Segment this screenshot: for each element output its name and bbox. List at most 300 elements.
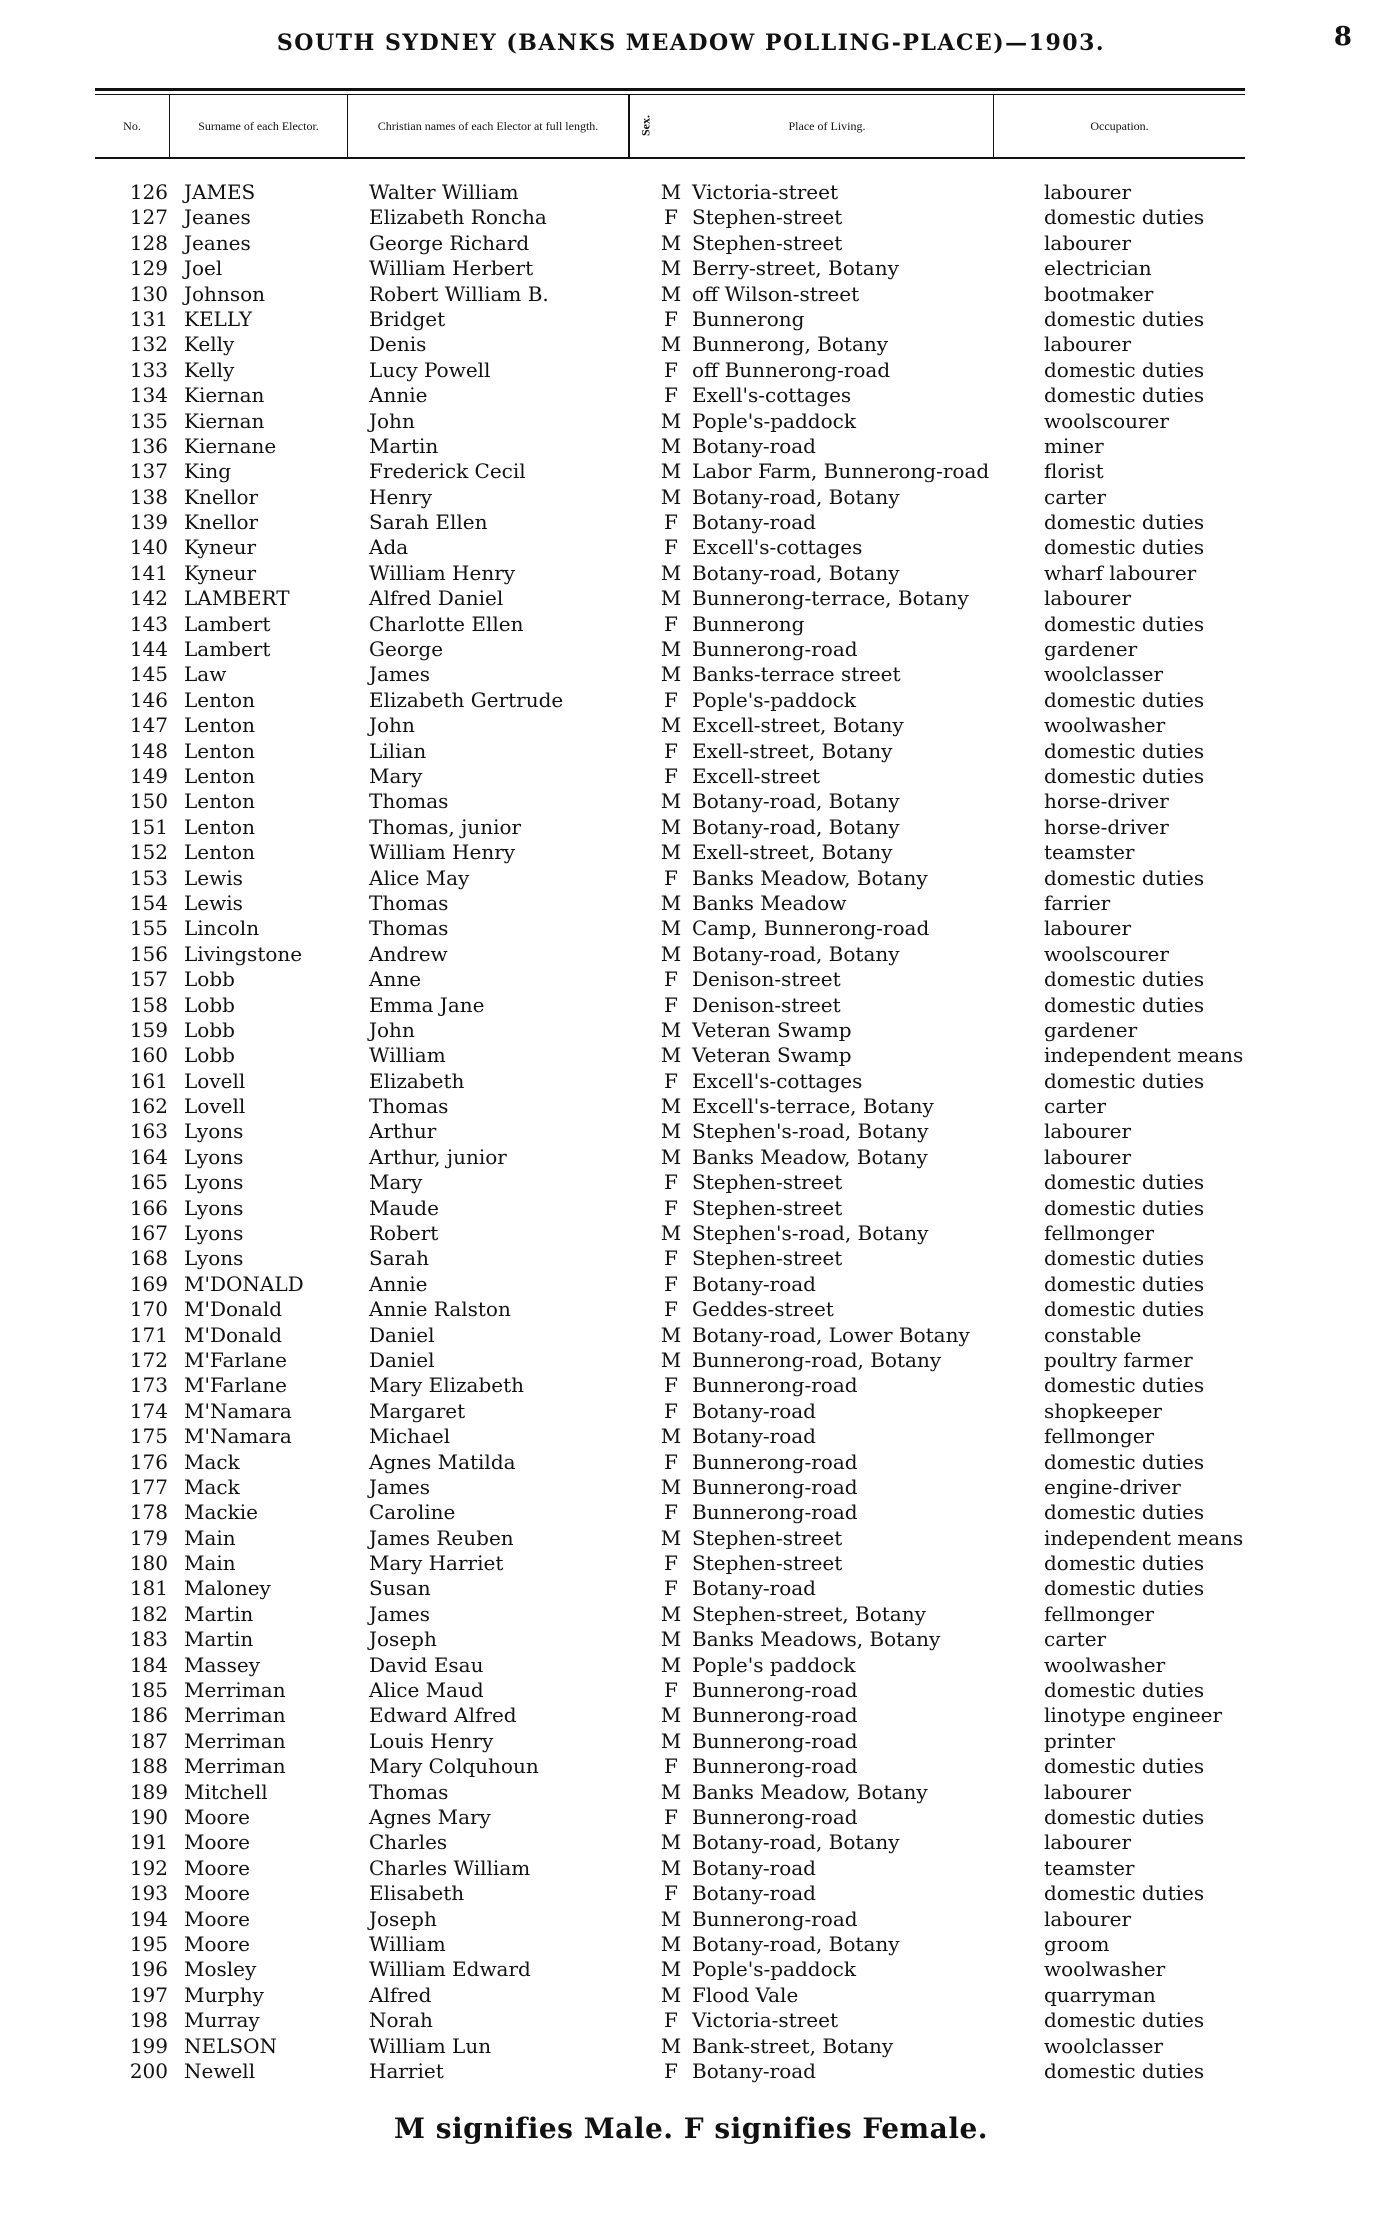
sex: M: [660, 1424, 682, 1449]
occupation: labourer: [1044, 230, 1132, 255]
row-number: 131: [129, 306, 168, 331]
christian-names: Norah: [369, 2008, 433, 2033]
surname: Mitchell: [184, 1779, 268, 1804]
row-number: 194: [129, 1906, 168, 1931]
row-number: 196: [129, 1957, 168, 1982]
table-row: [110, 764, 1260, 789]
surname: Jeanes: [184, 205, 251, 230]
row-number: 179: [129, 1525, 168, 1550]
christian-names: Alice Maud: [369, 1678, 484, 1703]
surname: Lyons: [184, 1170, 244, 1195]
table-row: [110, 1170, 1260, 1195]
surname: Martin: [184, 1627, 254, 1652]
christian-names: Maude: [369, 1195, 439, 1220]
surname: Lobb: [184, 1043, 235, 1068]
row-number: 160: [129, 1043, 168, 1068]
row-number: 158: [129, 992, 168, 1017]
column-header-surname: Surname of each Elector.: [170, 95, 348, 157]
occupation: domestic duties: [1044, 205, 1205, 230]
surname: Maloney: [184, 1576, 271, 1601]
sex: F: [664, 992, 678, 1017]
sex: F: [664, 357, 678, 382]
row-number: 178: [129, 1500, 168, 1525]
place-of-living: Bunnerong-road: [692, 1906, 858, 1931]
occupation: engine-driver: [1044, 1474, 1181, 1499]
christian-names: Elizabeth Gertrude: [369, 687, 564, 712]
sex: F: [664, 1881, 678, 1906]
surname: Lobb: [184, 992, 235, 1017]
row-number: 126: [129, 180, 168, 204]
occupation: shopkeeper: [1044, 1398, 1162, 1423]
table-row: [110, 1678, 1260, 1703]
sex: F: [664, 687, 678, 712]
place-of-living: Exell-street, Botany: [692, 840, 893, 865]
table-row: [110, 1703, 1260, 1728]
surname: Merriman: [184, 1678, 286, 1703]
surname: Moore: [184, 1855, 250, 1880]
row-number: 154: [129, 890, 168, 915]
occupation: florist: [1044, 459, 1104, 484]
surname: M'Farlane: [184, 1347, 288, 1372]
christian-names: Frederick Cecil: [369, 459, 526, 484]
place-of-living: Banks Meadow, Botany: [692, 865, 928, 890]
table-row: [110, 1348, 1260, 1373]
christian-names: George: [369, 637, 444, 662]
table-row: [110, 180, 1260, 205]
occupation: teamster: [1044, 840, 1135, 865]
table-row: [110, 1221, 1260, 1246]
occupation: horse-driver: [1044, 789, 1169, 814]
occupation: woolclasser: [1044, 2033, 1164, 2058]
row-number: 156: [129, 941, 168, 966]
table-row: [110, 866, 1260, 891]
table-header: [95, 95, 1245, 159]
christian-names: Elizabeth: [369, 1068, 465, 1093]
occupation: domestic duties: [1044, 763, 1205, 788]
row-number: 177: [129, 1474, 168, 1499]
christian-names: Charles: [369, 1830, 448, 1855]
place-of-living: Bunnerong-road: [692, 1728, 858, 1753]
row-number: 148: [129, 738, 168, 763]
column-header-christian-names: Christian names of each Elector at full length.: [348, 95, 629, 157]
occupation: bootmaker: [1044, 281, 1154, 306]
place-of-living: Banks Meadow, Botany: [692, 1144, 928, 1169]
row-number: 139: [129, 510, 168, 535]
place-of-living: Bunnerong-road: [692, 1805, 858, 1829]
occupation: domestic duties: [1044, 992, 1205, 1017]
table-row: [110, 332, 1260, 357]
occupation: domestic duties: [1044, 1449, 1205, 1474]
sex: M: [660, 484, 682, 509]
table-row: [110, 383, 1260, 408]
row-number: 151: [129, 814, 168, 839]
occupation: gardener: [1044, 637, 1138, 662]
place-of-living: Botany-road, Botany: [692, 941, 900, 966]
surname: Knellor: [184, 510, 259, 535]
surname: Kiernan: [184, 408, 265, 433]
surname: Moore: [184, 1906, 250, 1931]
place-of-living: Banks-terrace street: [692, 662, 901, 687]
christian-names: Alice May: [369, 865, 470, 890]
sex: M: [660, 1652, 682, 1677]
sex: F: [664, 763, 678, 788]
place-of-living: Bunnerong-road: [692, 1500, 858, 1525]
sex: F: [664, 510, 678, 535]
row-number: 195: [129, 1931, 168, 1956]
place-of-living: Victoria-street: [692, 2008, 838, 2033]
surname: JAMES: [184, 180, 256, 204]
occupation: linotype engineer: [1044, 1703, 1223, 1728]
row-number: 135: [129, 408, 168, 433]
sex: F: [664, 205, 678, 230]
surname: Lenton: [184, 814, 255, 839]
occupation: domestic duties: [1044, 1068, 1205, 1093]
surname: Lambert: [184, 637, 271, 662]
sex: F: [664, 1576, 678, 1601]
sex: F: [664, 1373, 678, 1398]
surname: Kelly: [184, 332, 235, 357]
sex: F: [664, 1271, 678, 1296]
christian-names: Arthur: [369, 1119, 437, 1144]
surname: Kelly: [184, 357, 235, 382]
sex: M: [660, 1830, 682, 1855]
occupation: fellmonger: [1044, 1221, 1155, 1246]
place-of-living: Stephen-street: [692, 230, 843, 255]
place-of-living: Botany-road, Botany: [692, 789, 900, 814]
sex: F: [664, 1805, 678, 1829]
christian-names: Margaret: [369, 1398, 466, 1423]
surname: Johnson: [184, 281, 266, 306]
christian-names: Robert: [369, 1221, 439, 1246]
surname: Main: [184, 1525, 236, 1550]
christian-names: Thomas: [369, 1779, 449, 1804]
sex: M: [660, 840, 682, 865]
occupation: domestic duties: [1044, 1297, 1205, 1322]
sex: F: [664, 1246, 678, 1271]
christian-names: Robert William B.: [369, 281, 549, 306]
christian-names: Thomas: [369, 916, 449, 941]
place-of-living: Stephen's-road, Botany: [692, 1221, 929, 1246]
sex: M: [660, 408, 682, 433]
row-number: 186: [129, 1703, 168, 1728]
row-number: 137: [129, 459, 168, 484]
place-of-living: Victoria-street: [692, 180, 838, 204]
sex: M: [660, 713, 682, 738]
row-number: 198: [129, 2008, 168, 2033]
occupation: labourer: [1044, 180, 1132, 204]
sex: M: [660, 637, 682, 662]
surname: Massey: [184, 1652, 261, 1677]
sex: M: [660, 1627, 682, 1652]
row-number: 173: [129, 1373, 168, 1398]
place-of-living: Stephen-street: [692, 1170, 843, 1195]
christian-names: Joseph: [369, 1906, 437, 1931]
sex: F: [664, 967, 678, 992]
row-number: 191: [129, 1830, 168, 1855]
surname: Lenton: [184, 738, 255, 763]
surname: Lyons: [184, 1144, 244, 1169]
row-number: 192: [129, 1855, 168, 1880]
table-row: [110, 282, 1260, 307]
occupation: domestic duties: [1044, 1805, 1205, 1829]
table-row: [110, 1653, 1260, 1678]
occupation: domestic duties: [1044, 1271, 1205, 1296]
row-number: 147: [129, 713, 168, 738]
table-row: [110, 1043, 1260, 1068]
christian-names: Thomas: [369, 789, 449, 814]
row-number: 180: [129, 1551, 168, 1576]
christian-names: Caroline: [369, 1500, 456, 1525]
surname: Lovell: [184, 1094, 246, 1119]
table-row: [110, 1551, 1260, 1576]
place-of-living: Exell-street, Botany: [692, 738, 893, 763]
surname: Mosley: [184, 1957, 257, 1982]
christian-names: Denis: [369, 332, 427, 357]
page-title: SOUTH SYDNEY (BANKS MEADOW POLLING-PLACE)—1903.: [276, 30, 1106, 56]
sex: M: [660, 941, 682, 966]
surname: Mack: [184, 1449, 240, 1474]
occupation: domestic duties: [1044, 1500, 1205, 1525]
page-number: 8: [1333, 22, 1352, 52]
surname: Lyons: [184, 1119, 244, 1144]
table-row: [110, 1018, 1260, 1043]
row-number: 190: [129, 1805, 168, 1829]
occupation: labourer: [1044, 1830, 1132, 1855]
christian-names: Mary Elizabeth: [369, 1373, 525, 1398]
surname: Lincoln: [184, 916, 260, 941]
occupation: domestic duties: [1044, 2008, 1205, 2033]
place-of-living: Bunnerong-road: [692, 1449, 858, 1474]
occupation: woolwasher: [1044, 1957, 1166, 1982]
occupation: farrier: [1044, 890, 1111, 915]
sex: M: [660, 1119, 682, 1144]
christian-names: Annie: [369, 1271, 428, 1296]
sex: M: [660, 230, 682, 255]
sex: F: [664, 865, 678, 890]
row-number: 163: [129, 1119, 168, 1144]
occupation: domestic duties: [1044, 535, 1205, 560]
sex: M: [660, 1982, 682, 2007]
sex: F: [664, 1297, 678, 1322]
row-number: 199: [129, 2033, 168, 2058]
table-row: [110, 1780, 1260, 1805]
christian-names: James: [369, 662, 431, 687]
row-number: 140: [129, 535, 168, 560]
table-row: [110, 1323, 1260, 1348]
row-number: 144: [129, 637, 168, 662]
table-row: [110, 1856, 1260, 1881]
surname: NELSON: [184, 2033, 277, 2058]
christian-names: Sarah: [369, 1246, 429, 1271]
row-number: 181: [129, 1576, 168, 1601]
occupation: woolclasser: [1044, 662, 1164, 687]
place-of-living: Veteran Swamp: [692, 1017, 852, 1042]
table-row: [110, 1526, 1260, 1551]
surname: Kiernane: [184, 433, 277, 458]
christian-names: Annie: [369, 383, 428, 408]
christian-names: William Henry: [369, 560, 516, 585]
table-row: [110, 1754, 1260, 1779]
occupation: woolwasher: [1044, 713, 1166, 738]
table-row: [110, 256, 1260, 281]
table-row: [110, 1094, 1260, 1119]
table-row: [110, 688, 1260, 713]
table-row: [110, 713, 1260, 738]
place-of-living: Banks Meadow, Botany: [692, 1779, 928, 1804]
surname: LAMBERT: [184, 586, 290, 611]
christian-names: John: [369, 408, 415, 433]
occupation: poultry farmer: [1044, 1347, 1193, 1372]
occupation: domestic duties: [1044, 1195, 1205, 1220]
christian-names: Susan: [369, 1576, 431, 1601]
surname: Moore: [184, 1931, 250, 1956]
occupation: labourer: [1044, 586, 1132, 611]
occupation: carter: [1044, 1094, 1107, 1119]
surname: Kyneur: [184, 560, 257, 585]
row-number: 132: [129, 332, 168, 357]
sex: M: [660, 1601, 682, 1626]
sex: F: [664, 535, 678, 560]
occupation: printer: [1044, 1728, 1116, 1753]
row-number: 134: [129, 383, 168, 408]
occupation: domestic duties: [1044, 611, 1205, 636]
row-number: 157: [129, 967, 168, 992]
column-header-occupation: Occupation.: [1090, 119, 1149, 133]
surname: Joel: [184, 256, 223, 281]
surname: M'Donald: [184, 1322, 283, 1347]
place-of-living: Excell's-cottages: [692, 1068, 863, 1093]
table-row: [110, 1627, 1260, 1652]
row-number: 174: [129, 1398, 168, 1423]
sex-legend: M signifies Male. F signifies Female.: [393, 2112, 989, 2145]
row-number: 167: [129, 1221, 168, 1246]
table-row: [110, 815, 1260, 840]
column-header-no: No.: [95, 95, 170, 157]
table-row: [110, 1729, 1260, 1754]
table-row: [110, 993, 1260, 1018]
christian-names: Elizabeth Roncha: [369, 205, 547, 230]
place-of-living: Labor Farm, Bunnerong-road: [692, 459, 990, 484]
table-row: [110, 1907, 1260, 1932]
sex: M: [660, 1855, 682, 1880]
surname: Mackie: [184, 1500, 258, 1525]
christian-names: Mary Harriet: [369, 1551, 504, 1576]
surname: KELLY: [184, 306, 253, 331]
christian-names: Mary: [369, 1170, 423, 1195]
row-number: 146: [129, 687, 168, 712]
surname: Lenton: [184, 840, 255, 865]
christian-names: Mary: [369, 763, 423, 788]
row-number: 175: [129, 1424, 168, 1449]
place-of-living: Botany-road: [692, 2058, 816, 2083]
row-number: 159: [129, 1017, 168, 1042]
sex: M: [660, 180, 682, 204]
surname: M'Farlane: [184, 1373, 288, 1398]
christian-names: Arthur, junior: [369, 1144, 507, 1169]
row-number: 182: [129, 1601, 168, 1626]
occupation: fellmonger: [1044, 1424, 1155, 1449]
place-of-living: off Wilson-street: [692, 281, 860, 306]
christian-names: Edward Alfred: [369, 1703, 517, 1728]
sex: M: [660, 433, 682, 458]
place-of-living: Banks Meadow: [692, 890, 847, 915]
surname: Murphy: [184, 1982, 264, 2007]
place-of-living: Veteran Swamp: [692, 1043, 852, 1068]
place-of-living: Botany-road: [692, 433, 816, 458]
sex: F: [664, 383, 678, 408]
table-row: [110, 1272, 1260, 1297]
table-row: [110, 2008, 1260, 2033]
surname: Lovell: [184, 1068, 246, 1093]
row-number: 200: [129, 2058, 168, 2083]
sex: M: [660, 1906, 682, 1931]
place-of-living: Denison-street: [692, 992, 841, 1017]
christian-names: Alfred Daniel: [369, 586, 504, 611]
surname: Merriman: [184, 1703, 286, 1728]
christian-names: Daniel: [369, 1322, 435, 1347]
row-number: 184: [129, 1652, 168, 1677]
place-of-living: Bunnerong-road: [692, 1754, 858, 1779]
row-number: 165: [129, 1170, 168, 1195]
place-of-living: Botany-road: [692, 1576, 816, 1601]
christian-names: William Edward: [369, 1957, 531, 1982]
sex: M: [660, 459, 682, 484]
sex: M: [660, 1474, 682, 1499]
place-of-living: Pople's-paddock: [692, 687, 856, 712]
place-of-living: Bank-street, Botany: [692, 2033, 894, 2058]
surname: Lyons: [184, 1221, 244, 1246]
row-number: 153: [129, 865, 168, 890]
row-number: 141: [129, 560, 168, 585]
place-of-living: Bunnerong: [692, 306, 805, 331]
row-number: 188: [129, 1754, 168, 1779]
christian-names: Lucy Powell: [369, 357, 491, 382]
christian-names: Agnes Matilda: [369, 1449, 516, 1474]
row-number: 189: [129, 1779, 168, 1804]
occupation: domestic duties: [1044, 1754, 1205, 1779]
sex: M: [660, 560, 682, 585]
christian-names: John: [369, 1017, 415, 1042]
row-number: 187: [129, 1728, 168, 1753]
christian-names: Bridget: [369, 306, 446, 331]
occupation: domestic duties: [1044, 1246, 1205, 1271]
sex: M: [660, 814, 682, 839]
place-of-living: Botany-road, Lower Botany: [692, 1322, 970, 1347]
row-number: 183: [129, 1627, 168, 1652]
table-row: [110, 1805, 1260, 1830]
christian-names: Thomas: [369, 1094, 449, 1119]
sex: F: [664, 306, 678, 331]
table-row: [110, 205, 1260, 230]
occupation: miner: [1044, 433, 1104, 458]
occupation: gardener: [1044, 1017, 1138, 1042]
occupation: domestic duties: [1044, 687, 1205, 712]
place-of-living: Bunnerong-road: [692, 1678, 858, 1703]
christian-names: Joseph: [369, 1627, 437, 1652]
table-row: [110, 358, 1260, 383]
occupation: fellmonger: [1044, 1601, 1155, 1626]
occupation: horse-driver: [1044, 814, 1169, 839]
table-row: [110, 1475, 1260, 1500]
table-row: [110, 1297, 1260, 1322]
sex: M: [660, 1043, 682, 1068]
sex: F: [664, 1449, 678, 1474]
row-number: 170: [129, 1297, 168, 1322]
place-of-living: Excell's-terrace, Botany: [692, 1094, 934, 1119]
table-row: [110, 1576, 1260, 1601]
place-of-living: Flood Vale: [692, 1982, 799, 2007]
place-of-living: Stephen-street, Botany: [692, 1601, 926, 1626]
